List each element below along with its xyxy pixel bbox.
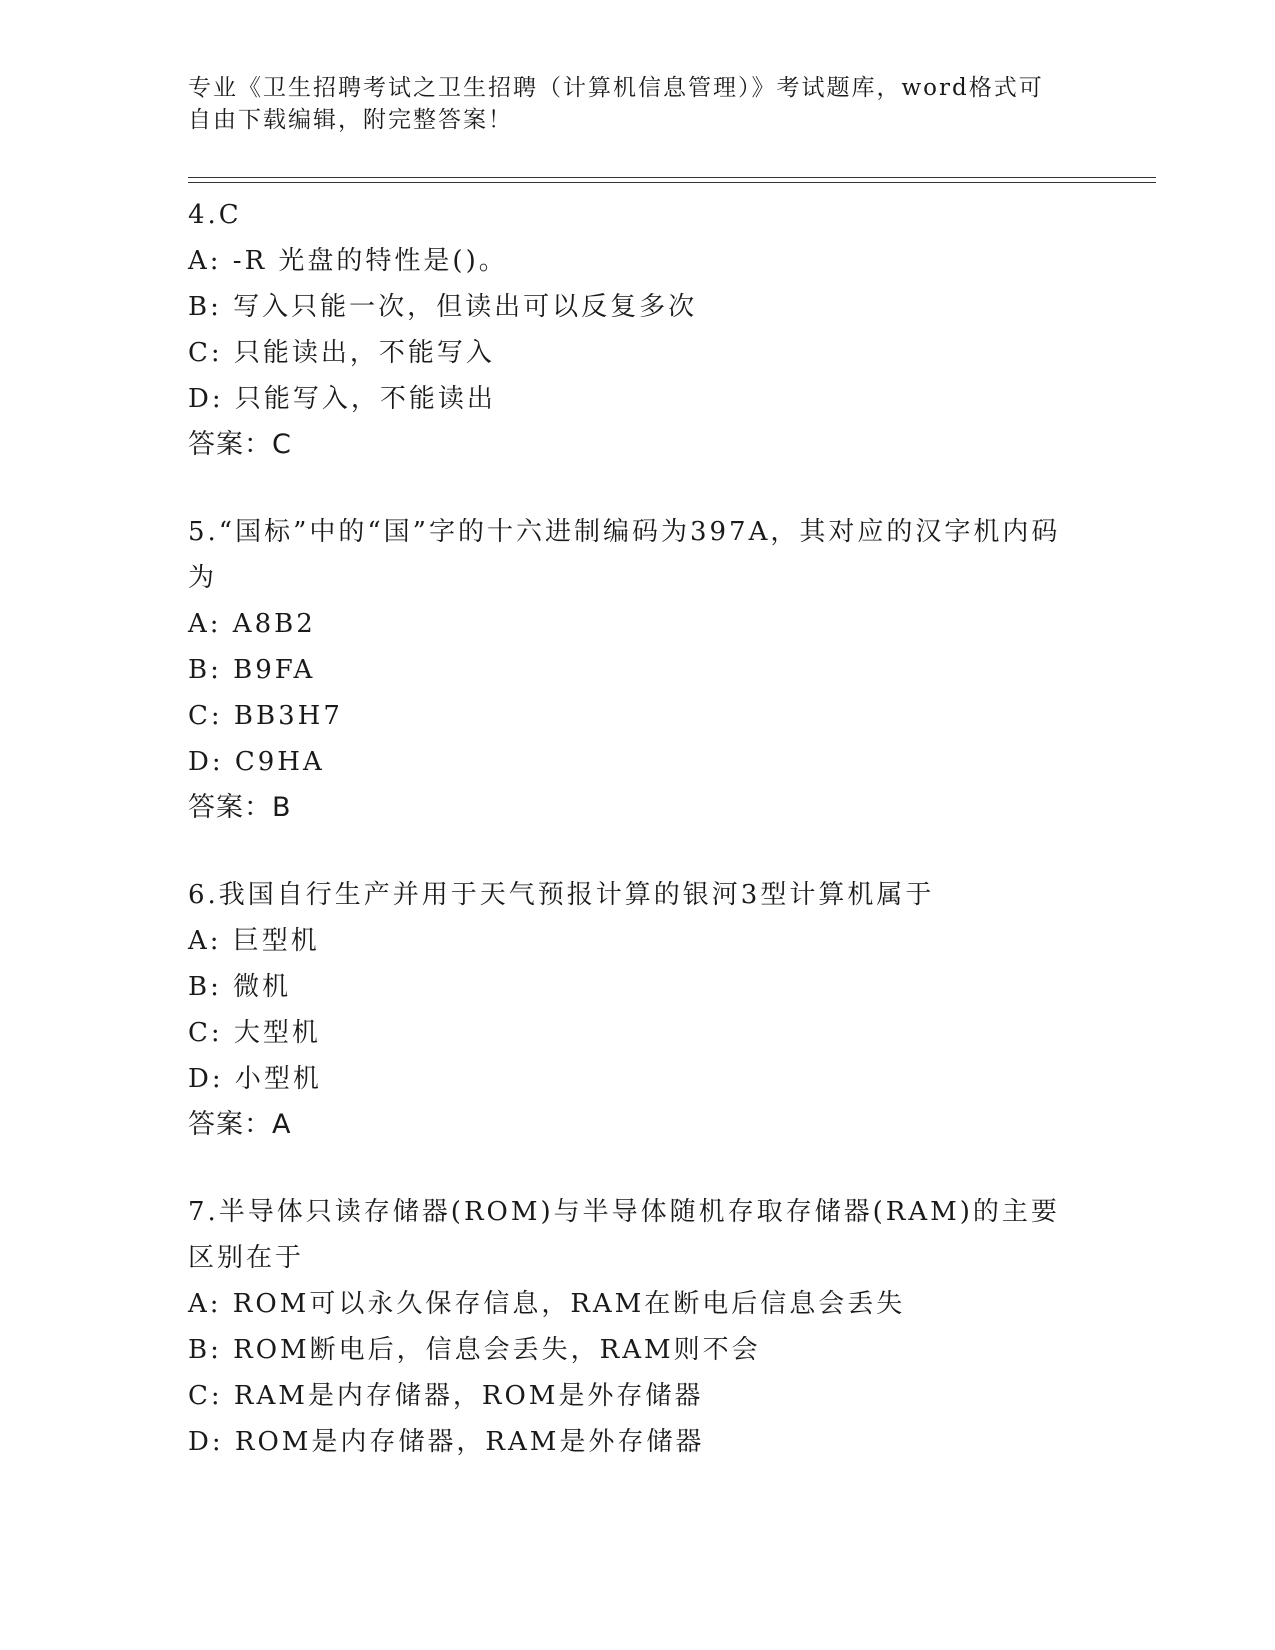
- option-d: D: 只能写入，不能读出: [188, 384, 496, 414]
- question-4: [188, 192, 1088, 468]
- option-c: C: BB3H7: [188, 701, 343, 731]
- option-d: D: 小型机: [188, 1064, 322, 1094]
- option-d: D: C9HA: [188, 747, 325, 777]
- option-b: B: 微机: [188, 972, 292, 1002]
- question-7: [188, 1189, 1088, 1465]
- answer: 答案：A: [188, 1109, 292, 1140]
- question-6: [188, 872, 1088, 1148]
- question-stem: 7.半导体只读存储器(ROM)与半导体随机存取存储器(RAM)的主要区别在于: [188, 1197, 1060, 1273]
- option-a: A: ROM可以永久保存信息，RAM在断电后信息会丢失: [188, 1289, 906, 1319]
- document-header: 专业《卫生招聘考试之卫生招聘（计算机信息管理）》考试题库，word格式可自由下载编辑，附完整答案！: [188, 75, 1044, 133]
- option-a: A: A8B2: [188, 609, 316, 639]
- option-a: A: 巨型机: [188, 926, 320, 956]
- question-stem: 5.“国标”中的“国”字的十六进制编码为397A，其对应的汉字机内码为: [188, 517, 1061, 593]
- answer: 答案：C: [188, 429, 292, 460]
- option-c: C: RAM是内存储器，ROM是外存储器: [188, 1381, 704, 1411]
- question-5: [188, 509, 1088, 831]
- header-rule-bottom: [188, 182, 1156, 183]
- option-b: B: ROM断电后，信息会丢失，RAM则不会: [188, 1335, 761, 1365]
- option-b: B: B9FA: [188, 655, 316, 685]
- question-stem: 6.我国自行生产并用于天气预报计算的银河3型计算机属于: [188, 880, 935, 910]
- option-b: B: 写入只能一次，但读出可以反复多次: [188, 292, 698, 322]
- option-a: A: -R 光盘的特性是()。: [188, 246, 508, 276]
- question-list: [188, 192, 1088, 1465]
- answer: 答案：B: [188, 792, 292, 823]
- header-rule-top: [188, 177, 1156, 178]
- option-d: D: ROM是内存储器，RAM是外存储器: [188, 1427, 705, 1457]
- question-stem: 4.C: [188, 200, 242, 230]
- option-c: C: 只能读出，不能写入: [188, 338, 495, 368]
- option-c: C: 大型机: [188, 1018, 321, 1048]
